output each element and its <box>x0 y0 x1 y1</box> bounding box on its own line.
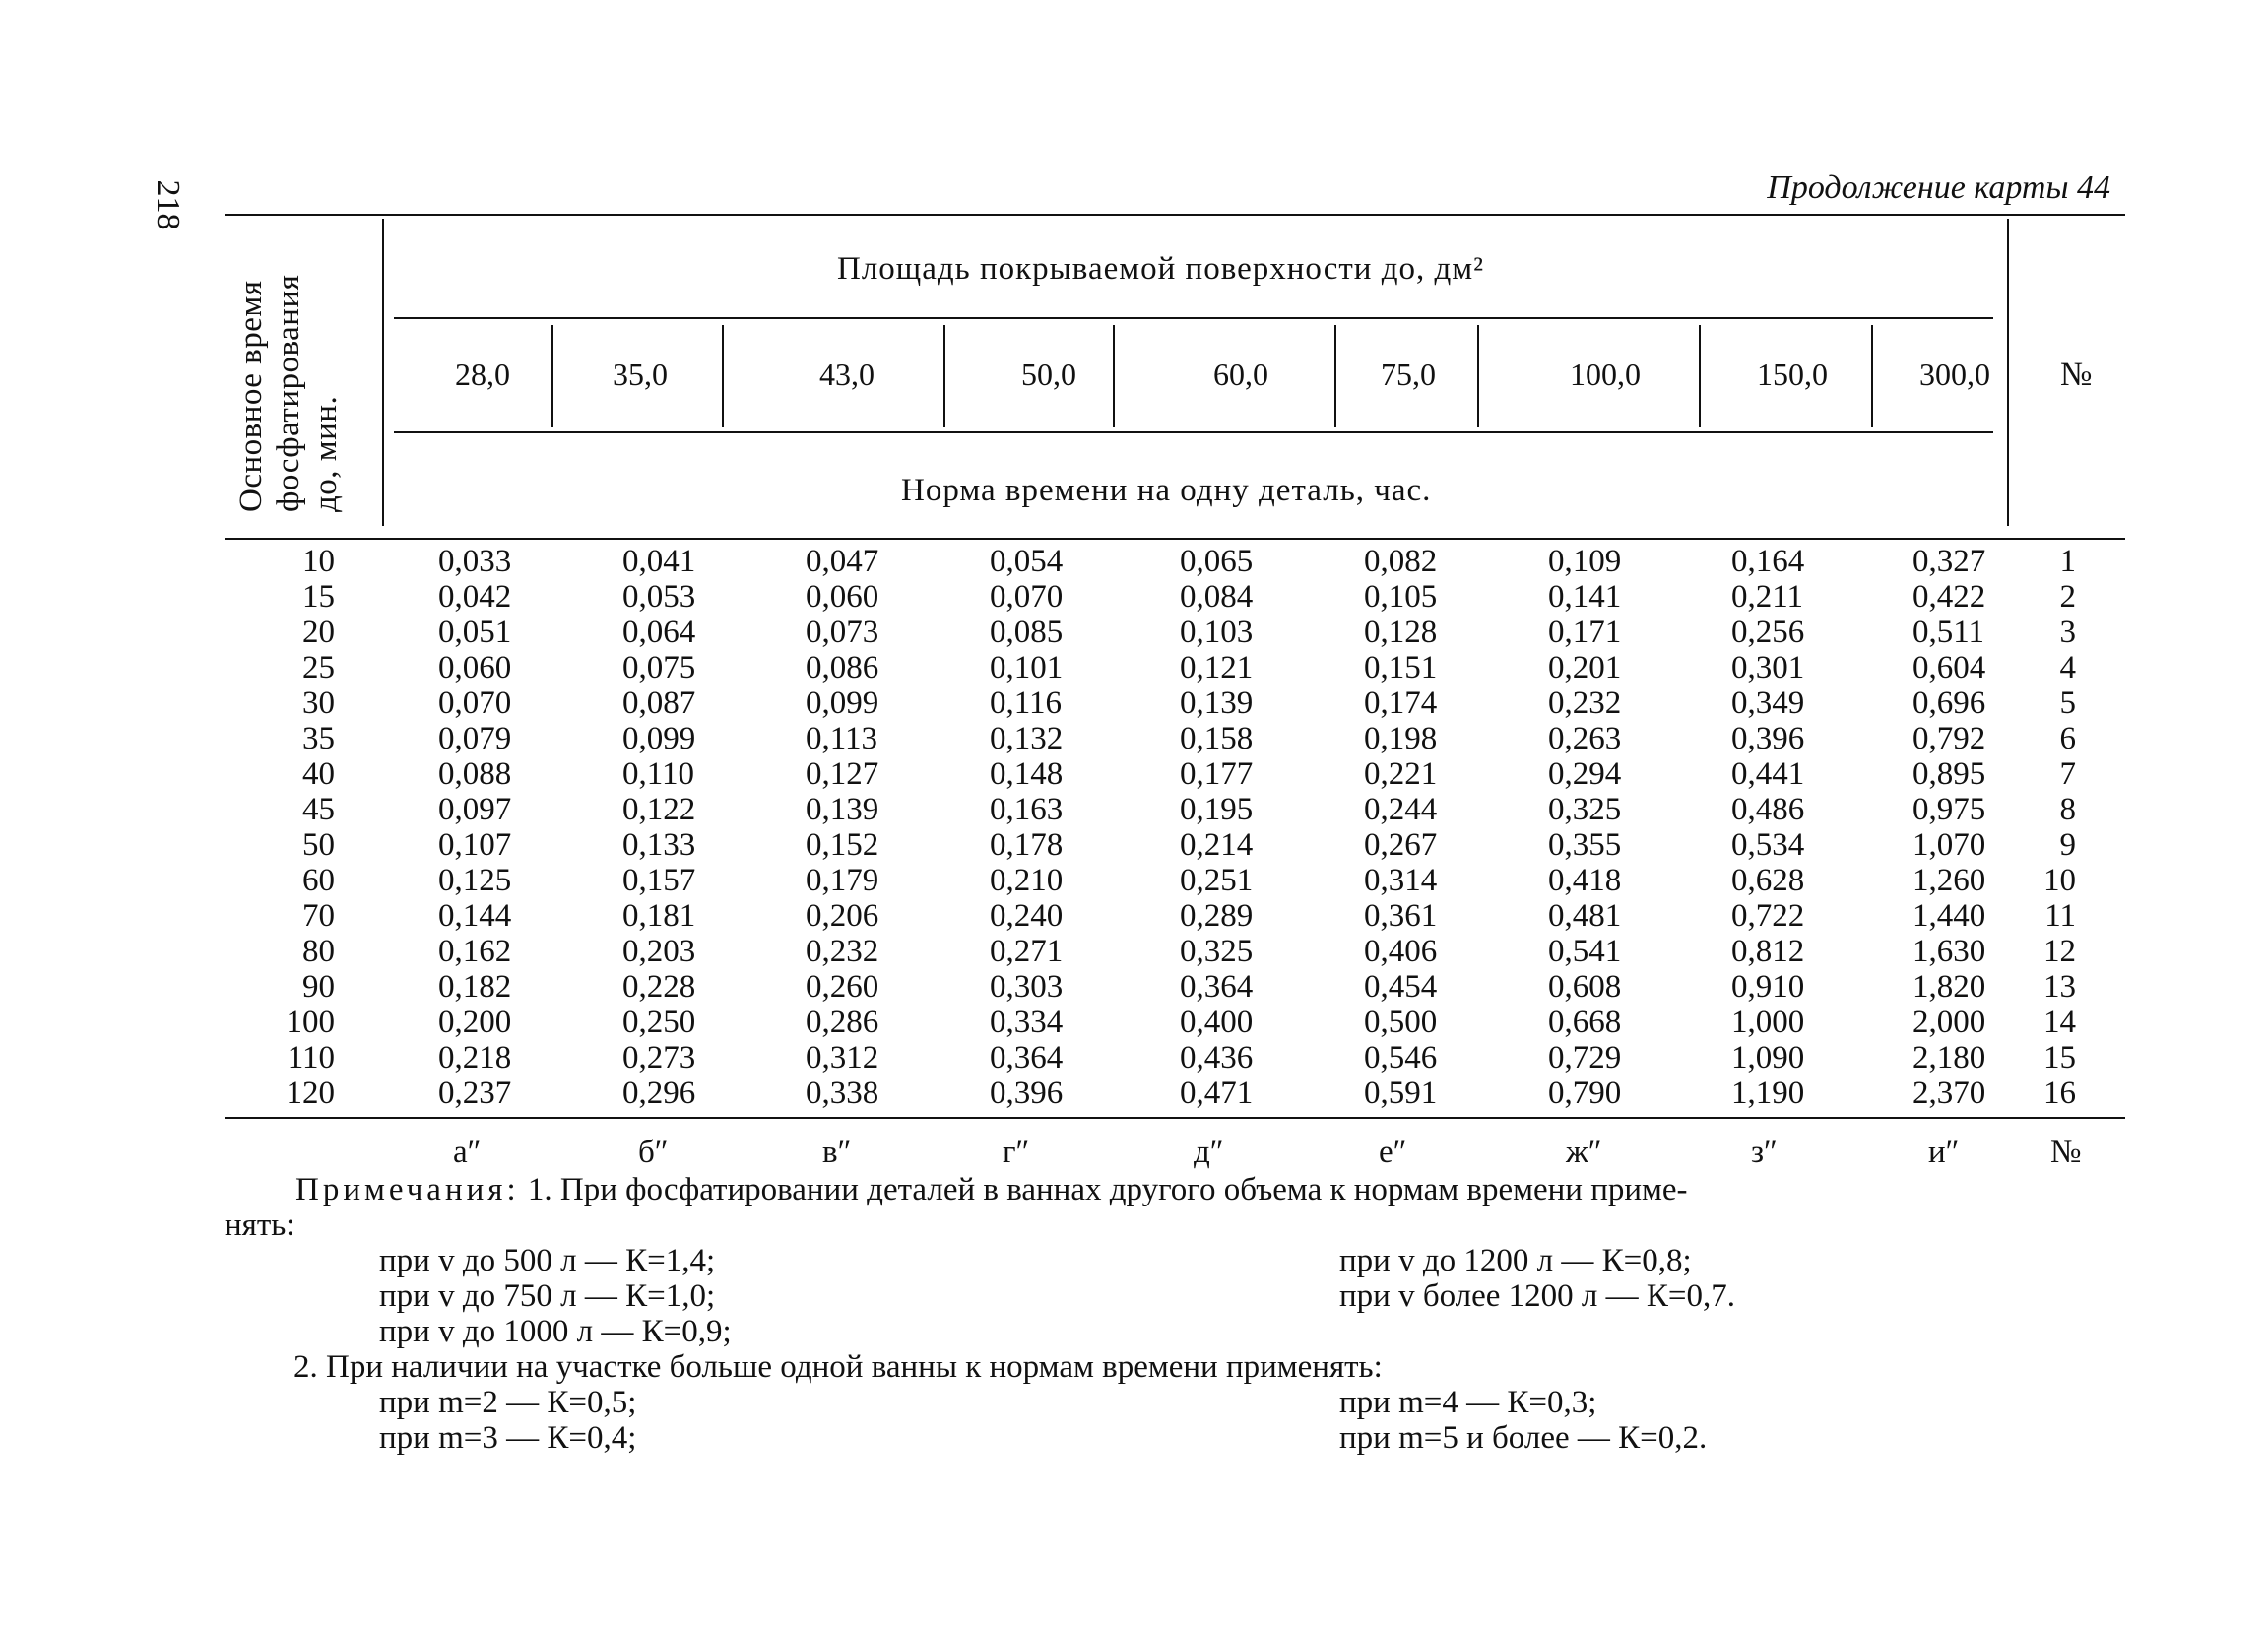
norm-value-cell: 0,303 <box>990 969 1064 1005</box>
norm-value-cell: 0,396 <box>1731 721 1805 756</box>
area-value: 300,0 <box>1919 357 1990 392</box>
norm-value-cell: 0,232 <box>1548 685 1622 721</box>
norm-value-cell: 0,164 <box>1731 544 1805 579</box>
norm-value-cell: 1,000 <box>1731 1005 1805 1040</box>
norm-value-cell: 0,364 <box>1180 969 1254 1005</box>
area-value: 28,0 <box>455 357 510 392</box>
norm-value-cell: 0,073 <box>806 615 879 650</box>
note-1-option: при v до 1200 л — К=0,8; <box>1339 1243 1692 1278</box>
notes-label: Примечания: <box>295 1172 520 1207</box>
page-number: 218 <box>150 179 186 230</box>
note-1-option: при v до 500 л — К=1,4; <box>379 1243 716 1278</box>
row-number-cell: 3 <box>2059 615 2076 650</box>
row-number-cell: 2 <box>2059 579 2076 615</box>
norm-value-cell: 0,060 <box>438 650 512 685</box>
norm-value-cell: 0,604 <box>1912 650 1986 685</box>
note-2-text: 2. При наличии на участке больше одной ванны к нормам времени применять: <box>293 1349 1383 1385</box>
side-header-line: Основное время <box>233 280 269 512</box>
number-header: № <box>2060 357 2093 393</box>
row-number-cell: 8 <box>2059 792 2076 827</box>
norm-value-cell: 0,125 <box>438 863 512 898</box>
norm-value-cell: 0,105 <box>1364 579 1438 615</box>
column-letter: б″ <box>638 1135 669 1170</box>
norm-value-cell: 0,162 <box>438 934 512 969</box>
norm-value-cell: 1,190 <box>1731 1075 1805 1111</box>
norm-value-cell: 0,260 <box>806 969 879 1005</box>
norm-value-cell: 0,361 <box>1364 898 1438 934</box>
area-value: 35,0 <box>613 357 668 392</box>
norm-value-cell: 0,256 <box>1731 615 1805 650</box>
norm-value-cell: 0,406 <box>1364 934 1438 969</box>
norm-value-cell: 0,041 <box>622 544 696 579</box>
norm-value-cell: 0,218 <box>438 1040 512 1075</box>
time-cell: 50 <box>302 827 335 863</box>
norm-value-cell: 0,109 <box>1548 544 1622 579</box>
time-cell: 110 <box>287 1040 335 1075</box>
norm-value-cell: 0,481 <box>1548 898 1622 934</box>
norm-value-cell: 0,127 <box>806 756 879 792</box>
row-number-cell: 13 <box>2043 969 2076 1005</box>
continuation-title: Продолжение карты 44 <box>1767 169 2110 206</box>
norm-value-cell: 0,441 <box>1731 756 1805 792</box>
time-cell: 25 <box>302 650 335 685</box>
norm-value-cell: 0,534 <box>1731 827 1805 863</box>
time-cell: 100 <box>286 1005 335 1040</box>
area-value: 100,0 <box>1570 357 1641 392</box>
norm-value-cell: 0,975 <box>1912 792 1986 827</box>
norm-value-cell: 0,325 <box>1548 792 1622 827</box>
norm-value-cell: 0,139 <box>806 792 879 827</box>
norm-value-cell: 0,396 <box>990 1075 1064 1111</box>
norm-value-cell: 0,511 <box>1912 615 1985 650</box>
norm-value-cell: 1,090 <box>1731 1040 1805 1075</box>
column-letter: з″ <box>1751 1135 1778 1170</box>
norm-value-cell: 0,910 <box>1731 969 1805 1005</box>
norm-value-cell: 0,221 <box>1364 756 1438 792</box>
norm-value-cell: 0,895 <box>1912 756 1986 792</box>
norm-value-cell: 0,294 <box>1548 756 1622 792</box>
norm-value-cell: 0,812 <box>1731 934 1805 969</box>
norm-value-cell: 0,158 <box>1180 721 1254 756</box>
norm-value-cell: 0,232 <box>806 934 879 969</box>
norm-value-cell: 0,148 <box>990 756 1064 792</box>
norm-value-cell: 0,128 <box>1364 615 1438 650</box>
norm-value-cell: 0,286 <box>806 1005 879 1040</box>
norm-value-cell: 0,157 <box>622 863 696 898</box>
norm-value-cell: 0,486 <box>1731 792 1805 827</box>
note-1-option: при v более 1200 л — К=0,7. <box>1339 1278 1736 1314</box>
norm-value-cell: 0,349 <box>1731 685 1805 721</box>
note-1-text: 1. При фосфатировании деталей в ваннах другого объема к нормам времени приме- <box>527 1172 1688 1207</box>
norm-value-cell: 0,273 <box>622 1040 696 1075</box>
norm-value-cell: 0,121 <box>1180 650 1254 685</box>
norm-value-cell: 0,327 <box>1912 544 1986 579</box>
norm-value-cell: 0,107 <box>438 827 512 863</box>
norm-value-cell: 0,591 <box>1364 1075 1438 1111</box>
norm-value-cell: 0,364 <box>990 1040 1064 1075</box>
row-number-cell: 15 <box>2043 1040 2076 1075</box>
norm-value-cell: 0,355 <box>1548 827 1622 863</box>
norm-value-cell: 0,792 <box>1912 721 1986 756</box>
norm-value-cell: 0,314 <box>1364 863 1438 898</box>
norm-value-cell: 0,722 <box>1731 898 1805 934</box>
norm-value-cell: 0,086 <box>806 650 879 685</box>
norm-value-cell: 1,630 <box>1912 934 1986 969</box>
norm-value-cell: 0,097 <box>438 792 512 827</box>
time-cell: 15 <box>302 579 335 615</box>
note-2-option: при m=5 и более — К=0,2. <box>1339 1420 1708 1456</box>
norm-value-cell: 0,177 <box>1180 756 1254 792</box>
norm-value-cell: 0,144 <box>438 898 512 934</box>
time-cell: 10 <box>302 544 335 579</box>
norm-value-cell: 0,696 <box>1912 685 1986 721</box>
norm-value-cell: 0,251 <box>1180 863 1254 898</box>
norm-value-cell: 0,240 <box>990 898 1064 934</box>
norm-header: Норма времени на одну деталь, час. <box>901 473 1432 508</box>
norm-value-cell: 0,174 <box>1364 685 1438 721</box>
norm-value-cell: 0,064 <box>622 615 696 650</box>
note-1-continuation: нять: <box>225 1207 295 1243</box>
time-cell: 80 <box>302 934 335 969</box>
norm-value-cell: 0,033 <box>438 544 512 579</box>
norm-value-cell: 0,418 <box>1548 863 1622 898</box>
norm-value-cell: 0,042 <box>438 579 512 615</box>
norm-value-cell: 0,271 <box>990 934 1064 969</box>
column-letter: е″ <box>1379 1135 1407 1170</box>
norm-value-cell: 0,206 <box>806 898 879 934</box>
norm-value-cell: 0,070 <box>990 579 1064 615</box>
norm-value-cell: 0,152 <box>806 827 879 863</box>
norm-value-cell: 0,198 <box>1364 721 1438 756</box>
note-1-option: при v до 1000 л — К=0,9; <box>379 1314 732 1349</box>
norm-value-cell: 0,668 <box>1548 1005 1622 1040</box>
norm-value-cell: 0,790 <box>1548 1075 1622 1111</box>
norm-value-cell: 0,151 <box>1364 650 1438 685</box>
row-number-cell: 12 <box>2043 934 2076 969</box>
norm-value-cell: 0,101 <box>990 650 1064 685</box>
norm-value-cell: 0,082 <box>1364 544 1438 579</box>
norm-value-cell: 0,267 <box>1364 827 1438 863</box>
norm-value-cell: 0,296 <box>622 1075 696 1111</box>
norm-value-cell: 0,729 <box>1548 1040 1622 1075</box>
norm-value-cell: 2,000 <box>1912 1005 1986 1040</box>
norm-value-cell: 0,454 <box>1364 969 1438 1005</box>
area-value: 150,0 <box>1757 357 1828 392</box>
norm-value-cell: 0,070 <box>438 685 512 721</box>
norm-value-cell: 0,116 <box>990 685 1063 721</box>
norm-value-cell: 0,211 <box>1731 579 1804 615</box>
norm-value-cell: 0,203 <box>622 934 696 969</box>
norm-value-cell: 0,301 <box>1731 650 1805 685</box>
norm-value-cell: 0,085 <box>990 615 1064 650</box>
norm-value-cell: 0,103 <box>1180 615 1254 650</box>
row-number-cell: 10 <box>2043 863 2076 898</box>
area-value: 60,0 <box>1213 357 1268 392</box>
norm-value-cell: 0,244 <box>1364 792 1438 827</box>
norm-value-cell: 0,228 <box>622 969 696 1005</box>
norm-value-cell: 0,084 <box>1180 579 1254 615</box>
norm-value-cell: 0,163 <box>990 792 1064 827</box>
norm-value-cell: 0,075 <box>622 650 696 685</box>
time-cell: 70 <box>302 898 335 934</box>
norm-value-cell: 0,053 <box>622 579 696 615</box>
norm-value-cell: 1,070 <box>1912 827 1986 863</box>
norm-value-cell: 0,087 <box>622 685 696 721</box>
norm-value-cell: 0,181 <box>622 898 696 934</box>
time-cell: 40 <box>302 756 335 792</box>
norm-value-cell: 0,312 <box>806 1040 879 1075</box>
norm-value-cell: 0,541 <box>1548 934 1622 969</box>
row-number-cell: 7 <box>2059 756 2076 792</box>
norm-value-cell: 0,178 <box>990 827 1064 863</box>
norm-value-cell: 0,210 <box>990 863 1064 898</box>
norm-value-cell: 0,325 <box>1180 934 1254 969</box>
row-number-cell: 16 <box>2043 1075 2076 1111</box>
norm-value-cell: 0,110 <box>622 756 695 792</box>
norm-value-cell: 0,546 <box>1364 1040 1438 1075</box>
norm-value-cell: 0,099 <box>622 721 696 756</box>
norm-value-cell: 0,182 <box>438 969 512 1005</box>
column-letter: ж″ <box>1566 1135 1602 1170</box>
row-number-cell: 9 <box>2059 827 2076 863</box>
column-letter: д″ <box>1194 1135 1224 1170</box>
row-number-cell: 11 <box>2044 898 2076 934</box>
norm-value-cell: 2,180 <box>1912 1040 1986 1075</box>
norm-value-cell: 0,500 <box>1364 1005 1438 1040</box>
letters-number-label: № <box>2050 1135 2082 1170</box>
time-cell: 60 <box>302 863 335 898</box>
area-value: 75,0 <box>1381 357 1436 392</box>
norm-value-cell: 0,400 <box>1180 1005 1254 1040</box>
norm-value-cell: 0,133 <box>622 827 696 863</box>
norm-value-cell: 0,608 <box>1548 969 1622 1005</box>
side-header-line: фосфатирования <box>271 274 306 512</box>
row-number-cell: 6 <box>2059 721 2076 756</box>
norm-value-cell: 0,065 <box>1180 544 1254 579</box>
note-1-option: при v до 750 л — К=1,0; <box>379 1278 716 1314</box>
norm-value-cell: 0,171 <box>1548 615 1622 650</box>
row-number-cell: 4 <box>2059 650 2076 685</box>
norm-value-cell: 2,370 <box>1912 1075 1986 1111</box>
norm-value-cell: 0,334 <box>990 1005 1064 1040</box>
row-number-cell: 14 <box>2043 1005 2076 1040</box>
norm-value-cell: 0,141 <box>1548 579 1622 615</box>
norm-value-cell: 0,079 <box>438 721 512 756</box>
norm-value-cell: 0,201 <box>1548 650 1622 685</box>
side-header-line: до, мин. <box>308 395 344 512</box>
norm-value-cell: 0,195 <box>1180 792 1254 827</box>
norm-value-cell: 0,289 <box>1180 898 1254 934</box>
norm-value-cell: 0,054 <box>990 544 1064 579</box>
note-2-option: при m=3 — К=0,4; <box>379 1420 637 1456</box>
norm-value-cell: 0,422 <box>1912 579 1986 615</box>
area-value: 50,0 <box>1021 357 1076 392</box>
norm-value-cell: 0,214 <box>1180 827 1254 863</box>
column-letter: и″ <box>1928 1135 1960 1170</box>
time-cell: 30 <box>302 685 335 721</box>
row-number-cell: 5 <box>2059 685 2076 721</box>
norm-value-cell: 0,113 <box>806 721 878 756</box>
notes-line-1 <box>295 1172 1688 1207</box>
norm-value-cell: 0,060 <box>806 579 879 615</box>
time-cell: 120 <box>286 1075 335 1111</box>
norm-value-cell: 0,263 <box>1548 721 1622 756</box>
norm-value-cell: 0,250 <box>622 1005 696 1040</box>
norm-value-cell: 0,099 <box>806 685 879 721</box>
norm-value-cell: 0,436 <box>1180 1040 1254 1075</box>
time-cell: 20 <box>302 615 335 650</box>
norm-value-cell: 0,088 <box>438 756 512 792</box>
norm-value-cell: 0,628 <box>1731 863 1805 898</box>
norm-value-cell: 1,440 <box>1912 898 1986 934</box>
column-letter: г″ <box>1003 1135 1030 1170</box>
norm-value-cell: 0,179 <box>806 863 879 898</box>
norm-value-cell: 0,471 <box>1180 1075 1254 1111</box>
norm-value-cell: 0,051 <box>438 615 512 650</box>
norm-value-cell: 0,132 <box>990 721 1064 756</box>
time-cell: 45 <box>302 792 335 827</box>
column-letter: а″ <box>453 1135 482 1170</box>
row-number-cell: 1 <box>2059 544 2076 579</box>
norm-value-cell: 0,237 <box>438 1075 512 1111</box>
norm-value-cell: 0,200 <box>438 1005 512 1040</box>
norm-value-cell: 0,047 <box>806 544 879 579</box>
note-2-option: при m=4 — К=0,3; <box>1339 1385 1597 1420</box>
norm-value-cell: 0,139 <box>1180 685 1254 721</box>
column-letter: в″ <box>822 1135 852 1170</box>
norm-value-cell: 0,122 <box>622 792 696 827</box>
area-value: 43,0 <box>819 357 875 392</box>
norm-value-cell: 1,820 <box>1912 969 1986 1005</box>
area-header: Площадь покрываемой поверхности до, дм² <box>837 251 1485 287</box>
norm-value-cell: 1,260 <box>1912 863 1986 898</box>
time-cell: 35 <box>302 721 335 756</box>
time-cell: 90 <box>302 969 335 1005</box>
note-2-option: при m=2 — К=0,5; <box>379 1385 637 1420</box>
norm-value-cell: 0,338 <box>806 1075 879 1111</box>
